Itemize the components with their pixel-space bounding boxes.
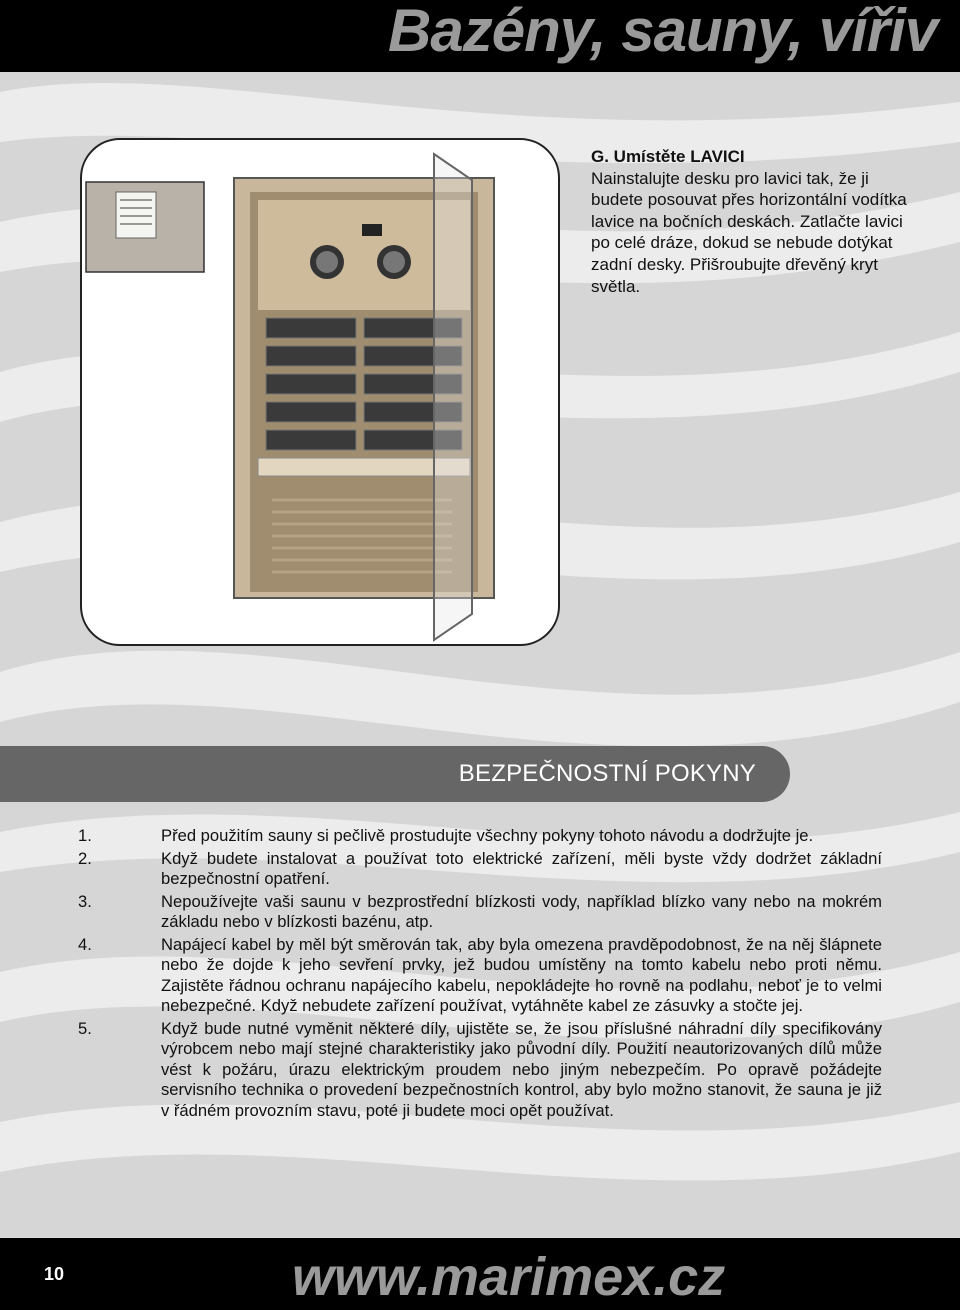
footer-url: www.marimex.cz <box>292 1247 726 1307</box>
header-title: Bazény, sauny, vířiv <box>388 0 938 64</box>
item-text: Když budete instalovat a používat toto elektrické zařízení, měli byste vždy dodržet základní bezpečnostní opatření. <box>161 848 882 888</box>
item-number: 5. <box>78 1018 92 1038</box>
list-item <box>78 892 882 933</box>
item-text: Napájecí kabel by měl být směrován tak, aby byla omezena pravděpodobnost, že na něj šlápnete nebo že dojde k jeho sevření prvky, jež budou umístěny na tomto kabelu nebo proti němu. Zajistěte řádnou ochranu napájecího kabelu, nepokládejte ho rovně na podlahu, neboť je to velmi nebezpečné. Když nebudete zařízení používat, vytáhněte kabel ze zásuvky a stočte jej. <box>161 934 882 1015</box>
sauna-photo-frame <box>80 138 560 646</box>
instructions-heading: G. Umístěte LAVICI <box>591 147 745 166</box>
safety-section-bar <box>0 746 790 802</box>
item-text: Nepoužívejte vaši saunu v bezprostřední blízkosti vody, například blízko vany nebo na mokrém základu nebo v blízkosti bazénu, atp. <box>161 891 882 931</box>
list-item <box>78 935 882 1017</box>
list-item <box>78 849 882 890</box>
item-number: 4. <box>78 934 92 954</box>
page-number: 10 <box>44 1264 65 1284</box>
list-item <box>78 826 882 847</box>
instructions-body: Nainstalujte desku pro lavici tak, že ji budete posouvat přes horizontální vodítka lavice na bočních deskách. Zatlačte lavici po celé dráze, dokud se nebude dotýkat zadní desky. Přišroubujte dřevěný kryt světla. <box>591 168 907 296</box>
glass-door <box>434 154 472 640</box>
item-number: 1. <box>78 826 92 845</box>
safety-title: BEZPEČNOSTNÍ POKYNY <box>458 760 756 787</box>
list-item <box>78 1019 882 1122</box>
safety-list <box>78 826 882 1123</box>
item-text: Před použitím sauny si pečlivě prostudujte všechny pokyny tohoto návodu a dodržujte je. <box>161 826 814 845</box>
item-text: Když bude nutné vyměnit některé díly, ujistěte se, že jsou příslušné náhradní díly specifikovány výrobcem nebo mají stejné charakteristiky jako původní díly. Použití neautorizovaných dílů může vést k požáru, úrazu elektrickým proudem nebo jiným nebezpečím. Po opravě požádejte servisního technika o provedení bezpečnostních kontrol, aby bylo možno stanovit, že sauna je již v řádném provozním stavu, poté ji budete moci opět používat. <box>161 1018 882 1120</box>
item-number: 2. <box>78 848 92 868</box>
bench-instructions <box>591 146 911 297</box>
footer-bar <box>0 1238 960 1310</box>
sauna-photo <box>82 140 558 644</box>
item-number: 3. <box>78 891 92 911</box>
header-bar <box>0 0 960 72</box>
